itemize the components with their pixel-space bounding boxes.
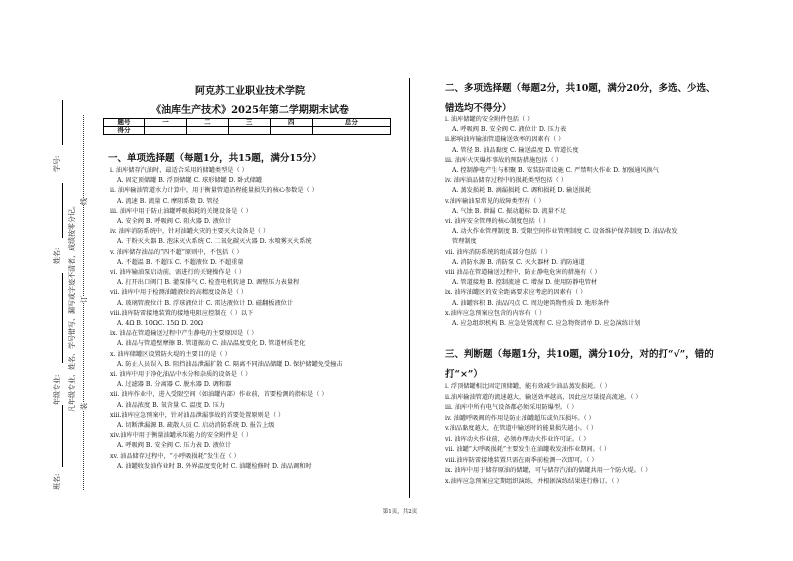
true-false-statement: i. 浮顶储罐相比固定顶储罐，能有效减少油品蒸发损耗。（ ） [445, 383, 611, 390]
question-stem: iv. 油库消防系统中，针对油罐火灾的主要灭火设备是（ ） [110, 228, 270, 236]
score-cell[interactable] [145, 127, 187, 135]
binding-line [62, 100, 63, 145]
question-stem: ix. 油库油罐区的安全距离要求应考虑的因素有（ ） [445, 289, 587, 297]
question-options: A. 干粉灭火器 B. 泡沫灭火系统 C. 二氧化碳灭火器 D. 水喷雾灭火系统 [117, 238, 312, 246]
question-options: A. 应急组织机构 B. 应急处置流程 C. 应急物资清单 D. 应急演练计划 [452, 320, 641, 328]
question-options: A. 油罐容积 B. 油品闪点 C. 周边建筑物性质 D. 地形条件 [452, 299, 610, 307]
score-table-row [104, 127, 391, 135]
question-stem: xv. 油品储存过程中，“小呼吸损耗”发生在（ ） [110, 452, 240, 460]
question-stem: vi. 油库安全管理的核心制度包括（ ） [445, 218, 550, 226]
question-stem: x.油库应急预案应包含的内容有（ ） [445, 309, 546, 317]
question-options: A. 玻璃管液位计 B. 浮球液位计 C. 雷达液位计 D. 磁翻板液位计 [117, 299, 294, 307]
score-table-header [104, 119, 391, 127]
true-false-statement: ii.油库输油管道的流速越大，输送效率越高，因此应尽量提高流速。（ ） [445, 393, 642, 401]
name-label: 姓名: [53, 247, 61, 264]
question-stem: viii 油品在管道输送过程中，防止静电危害的措施有（ ） [445, 269, 601, 277]
binding-line [62, 183, 63, 238]
question-stem: iv. 油库油品储存过程中的损耗类型包括（ ） [445, 177, 568, 185]
question-options: A. 打开出口阀门 B. 灌泵排气 C. 检查电机转速 D. 调整压力表量程 [117, 279, 300, 287]
question-stem: ii.影响油库输油管道输送效率的因素有（ ） [445, 136, 565, 144]
cut-label: 线 [80, 198, 88, 205]
question-options: A. 切断泄漏源 B. 疏散人员 C. 启动消防系统 D. 报告上级 [117, 422, 275, 430]
question-options: A. 流速 B. 流量 C. 摩阻系数 D. 管径 [117, 197, 219, 205]
question-options: A. 不超温 B. 不超压 C. 不超液位 D. 不超重量 [117, 258, 244, 266]
section3-heading: 三、判断题（每题1分，共10题，满分10分，对的打“√”，错的 [445, 349, 714, 360]
question-options: A. 油罐收发油作业时 B. 外界温度变化时 C. 油罐检修时 D. 油品调和时 [117, 462, 312, 470]
question-stem: i. 油库储存汽油时，最适合采用的储罐类型是（ ） [110, 167, 248, 174]
grade-major-label: 年级专业: [53, 374, 61, 405]
question-options: A. 呼吸阀 B. 安全阀 C. 压力表 D. 液位计 [117, 442, 232, 450]
question-stem: vii. 油库消防系统的组成部分包括（ ） [445, 248, 552, 256]
true-false-statement: vi. 油库动火作业前，必须办理动火作业许可证。（ ） [445, 435, 590, 443]
true-false-statement: v.油品黏度越大，在管道中输送时的能量损失越小。（ ） [445, 425, 598, 432]
score-table [103, 118, 391, 135]
true-false-statement: ix. 油库中用于储存原油的储罐，可与储存汽油的储罐共用一个防火堤。（ ） [445, 467, 652, 474]
question-options: A. 固定顶储罐 B. 浮顶储罐 C. 球形储罐 D. 卧式储罐 [117, 177, 263, 185]
question-options: A. 呼吸阀 B. 安全阀 C. 液位计 D. 压力表 [452, 126, 567, 134]
score-cell[interactable] [270, 127, 312, 135]
score-header-cell: 一 [145, 119, 187, 127]
question-options: A. 控制静电产生与积聚 B. 安装防雷设施 C. 严禁明火作业 D. 加强通风换气 [452, 167, 659, 175]
binding-notice: 凡年级专业、姓名、学号错写、漏写或字迹不清者，成绩按零分记。 [68, 202, 76, 412]
question-options: A. 气蚀 B. 泄漏 C. 振动超标 D. 流量不足 [452, 207, 567, 215]
true-false-statement: viii.油库防雷接地装置只需在雨季前检测一次即可。（ ） [445, 456, 598, 464]
score-header-cell: 总分 [312, 119, 390, 127]
question-options: A. 4Ω B. 10ΩC. 15Ω D. 20Ω [117, 320, 204, 328]
section1-questions [110, 166, 343, 472]
question-stem: i. 油库储罐的安全附件包括（ ） [445, 116, 534, 123]
question-stem: v. 油库储存油品的“四不超”原则中，不包括（ ） [110, 248, 243, 256]
question-stem: x. 油库储罐区设置防火堤的主要目的是（ ） [110, 350, 231, 358]
exam-title: 《油库生产技术》2025年第二学期期末试卷 [151, 105, 349, 116]
question-stem: xi. 油库中用于净化油品中水分和杂质的设备是（ ） [110, 371, 252, 379]
score-header-cell: 三 [228, 119, 270, 127]
score-header-cell: 四 [270, 119, 312, 127]
question-options: A. 管径 B. 油品黏度 C. 输送温度 D. 管道长度 [452, 146, 579, 154]
page-number: 第1页，共2页 [382, 509, 418, 515]
question-stem: xii. 油库作业中，进入受限空间（如油罐内部）作业前，首要检测的指标是（ ） [110, 391, 328, 399]
section2-heading-line2: 错选均不得分） [445, 103, 512, 114]
question-options: A. 油品浓度 B. 氧含量 C. 温度 D. 压力 [117, 401, 225, 409]
score-row-label: 得分 [104, 127, 145, 135]
true-false-statement: x.油库应急预案应定期组织演练，并根据演练结果进行修订。（ ） [445, 477, 623, 485]
question-stem: vii. 油库中用于检测油罐液位的高精度设备是（ ） [110, 289, 248, 297]
question-options: A. 防止人员误入 B. 阻挡油品泄漏扩散 C. 隔离不同油品储罐 D. 保护储罐免受撞击 [117, 360, 343, 368]
true-false-statement: vii. 油罐“大呼吸损耗”主要发生在油罐收发油作业期间。（ ） [445, 446, 611, 453]
column-divider [409, 78, 410, 498]
question-stem: v.油库输油泵常见的故障类型有（ ） [445, 197, 545, 205]
question-options: A. 动火作业管理制度 B. 受限空间作业管理制度 C. 设备维护保养制度 D. 油品收发 [452, 228, 678, 236]
question-options: A. 安全阀 B. 呼吸阀 C. 阻火器 D. 液位计 [117, 218, 232, 226]
section2-heading: 二、多项选择题（每题2分，共10题，满分20分，多选、少选、 [445, 83, 716, 94]
student-id-label: 学号: [53, 155, 61, 172]
score-cell[interactable] [312, 127, 390, 135]
school-name: 阿克苏工业职业技术学院 [195, 86, 305, 97]
true-false-statement: iii. 油库中所有电气设备都必须采用防爆型。（ ） [445, 404, 578, 411]
true-false-statement: iv. 油罐呼吸阀的作用是防止油罐超压或负压损坏。（ ） [445, 414, 595, 422]
binding-line [62, 273, 63, 363]
question-options-continued: 管理制度 [452, 238, 477, 246]
score-header-cell: 二 [186, 119, 228, 127]
section1-heading: 一、单项选择题（每题1分，共15题，满分15分） [108, 153, 322, 164]
question-stem: iii. 油库中用于防止油罐呼吸损耗的关键设备是（ ） [110, 207, 252, 215]
section3-heading-line2: 打“×”） [445, 369, 483, 380]
question-options: A. 管道接地 B. 控制流速 C. 增湿 D. 使用防静电管材 [452, 279, 598, 287]
question-options: A. 蒸发损耗 B. 滴漏损耗 C. 调和损耗 D. 输送损耗 [452, 187, 591, 195]
class-label: 班名: [53, 473, 61, 490]
score-cell[interactable] [186, 127, 228, 135]
binding-line [62, 405, 63, 467]
question-options: A. 过滤器 B. 分离器 C. 脱水器 D. 调和器 [117, 381, 232, 389]
score-cell[interactable] [228, 127, 270, 135]
question-stem: xiii.油库应急预案中，针对油品泄漏事故的首要处置原则是（ ） [110, 411, 285, 419]
question-options: A. 油品与管道壁摩擦 B. 管道振动 C. 油品温度变化 D. 管道材质老化 [117, 340, 306, 348]
score-header-cell: 题号 [104, 119, 145, 127]
question-stem: iii. 油库火灾爆炸事故的预防措施包括（ ） [445, 156, 563, 164]
question-stem: xiv.油库中用于衡量油罐承压能力的安全附件是（ ） [110, 432, 253, 440]
question-stem: viii.油库防雷接地装置的接地电阻应控制在（ ）以下 [110, 309, 254, 317]
section2-questions [445, 115, 678, 329]
question-stem: vi. 油库输油泵启动前，需进行的关键操作是（ ） [110, 269, 246, 277]
question-stem: ii. 油库输油管道水力计算中，用于衡量管道沿程能量损失的核心参数是（ ） [110, 187, 318, 195]
question-options: A. 消防水源 B. 消防泵 C. 灭火器材 D. 消防通道 [452, 258, 585, 266]
question-stem: ix. 油品在管道输送过程中产生静电的主要原因是（ ） [110, 330, 258, 338]
cut-label: 订 [80, 296, 88, 303]
cut-label: 装 [80, 403, 88, 410]
section3-statements [445, 382, 651, 487]
